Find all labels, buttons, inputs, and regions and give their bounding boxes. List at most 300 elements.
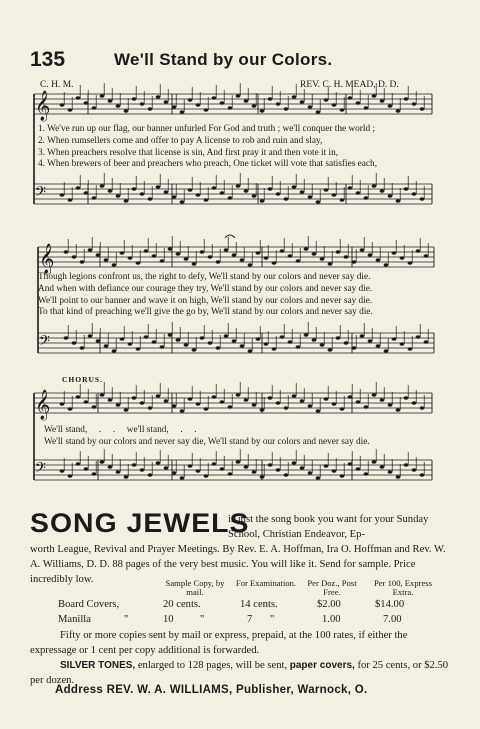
- note-head: [264, 342, 269, 346]
- bass-clef: 𝄢: [39, 333, 50, 353]
- note-head: [336, 250, 341, 254]
- note-head: [108, 99, 113, 103]
- ditto-mark: ": [270, 614, 275, 625]
- note-head: [140, 102, 145, 106]
- note-head: [400, 342, 405, 346]
- note-head: [316, 476, 321, 480]
- note-head: [356, 467, 361, 471]
- note-head: [380, 99, 385, 103]
- note-head: [132, 463, 137, 467]
- note-head: [212, 186, 217, 190]
- note-head: [84, 101, 89, 105]
- note-head: [164, 190, 169, 194]
- hymn-number: 135: [30, 48, 66, 71]
- note-head: [132, 187, 137, 191]
- fermata-mark: [225, 235, 235, 238]
- note-head: [340, 407, 345, 411]
- note-head: [300, 190, 305, 194]
- note-head: [244, 465, 249, 469]
- note-head: [412, 401, 417, 405]
- note-head: [108, 465, 113, 469]
- note-head: [420, 473, 425, 477]
- note-head: [80, 346, 85, 350]
- note-head: [288, 340, 293, 344]
- note-head: [72, 341, 77, 345]
- note-head: [368, 339, 373, 343]
- note-head: [404, 396, 409, 400]
- note-head: [228, 405, 233, 409]
- note-head: [104, 258, 109, 262]
- note-head: [148, 406, 153, 410]
- note-head: [316, 110, 321, 114]
- note-head: [84, 467, 89, 471]
- note-head: [312, 252, 317, 256]
- note-head: [208, 341, 213, 345]
- note-head: [92, 106, 97, 110]
- note-head: [196, 469, 201, 473]
- note-head: [72, 255, 77, 259]
- note-head: [260, 199, 265, 203]
- note-head: [276, 102, 281, 106]
- note-head: [340, 108, 345, 112]
- note-head: [312, 338, 317, 342]
- note-head: [164, 100, 169, 104]
- note-head: [276, 401, 281, 405]
- note-head: [332, 103, 337, 107]
- note-head: [380, 189, 385, 193]
- note-head: [204, 108, 209, 112]
- verse-line: And when with defiance our courage they try, We'll stand by our colors and never say die.: [38, 283, 373, 294]
- note-head: [364, 106, 369, 110]
- price-doz: $2.00: [317, 599, 341, 610]
- note-head: [196, 103, 201, 107]
- note-head: [308, 404, 313, 408]
- note-head: [116, 194, 121, 198]
- chorus-line: We'll stand, . . we'll stand, . .: [44, 425, 197, 435]
- verse-lines-part1: [38, 124, 377, 171]
- note-head: [220, 101, 225, 105]
- note-head: [392, 251, 397, 255]
- note-head: [236, 393, 241, 397]
- note-head: [264, 256, 269, 260]
- note-head: [388, 403, 393, 407]
- note-head: [416, 249, 421, 253]
- note-head: [188, 188, 193, 192]
- hymn-title: We'll Stand by our Colors.: [114, 50, 333, 69]
- note-head: [204, 407, 209, 411]
- price-doz: 1.00: [322, 614, 341, 625]
- note-head: [152, 254, 157, 258]
- note-head: [100, 184, 105, 188]
- note-head: [208, 255, 213, 259]
- note-head: [412, 102, 417, 106]
- note-head: [180, 110, 185, 114]
- note-head: [188, 98, 193, 102]
- note-head: [360, 248, 365, 252]
- note-head: [420, 406, 425, 410]
- note-head: [308, 195, 313, 199]
- ditto-mark: ": [124, 614, 129, 625]
- note-head: [244, 398, 249, 402]
- note-head: [160, 345, 165, 349]
- note-head: [420, 107, 425, 111]
- note-head: [252, 194, 257, 198]
- note-head: [372, 460, 377, 464]
- note-head: [268, 187, 273, 191]
- note-head: [76, 395, 81, 399]
- note-head: [356, 400, 361, 404]
- verse-line: 3. When preachers resolve that license is sin, And first pray it and then vote it in,: [38, 147, 339, 158]
- note-head: [60, 402, 65, 406]
- note-head: [348, 462, 353, 466]
- note-head: [88, 334, 93, 338]
- note-head: [324, 98, 329, 102]
- note-head: [268, 463, 273, 467]
- note-head: [64, 250, 69, 254]
- price-hundred: 7.00: [383, 614, 402, 625]
- author-credit: REV. C. H. MEAD, D. D.: [300, 80, 399, 90]
- note-head: [360, 334, 365, 338]
- note-head: [200, 336, 205, 340]
- note-head: [60, 103, 65, 107]
- note-head: [288, 254, 293, 258]
- silver-tones-label: SILVER TONES,: [60, 660, 136, 671]
- note-head: [308, 105, 313, 109]
- verse-lines-part2: [38, 272, 373, 319]
- note-head: [100, 393, 105, 397]
- note-head: [172, 105, 177, 109]
- note-head: [412, 192, 417, 196]
- note-head: [316, 200, 321, 204]
- note-head: [112, 349, 117, 353]
- ditto-mark: ": [200, 614, 205, 625]
- note-head: [236, 184, 241, 188]
- note-head: [184, 257, 189, 261]
- note-head: [172, 195, 177, 199]
- note-head: [212, 395, 217, 399]
- verse-line: To that kind of preaching we'll give the go by, We'll stand by our colors and never say die.: [38, 307, 373, 318]
- note-head: [380, 398, 385, 402]
- note-head: [380, 465, 385, 469]
- note-head: [204, 198, 209, 202]
- note-head: [224, 334, 229, 338]
- note-head: [128, 342, 133, 346]
- note-head: [168, 333, 173, 337]
- note-head: [192, 262, 197, 266]
- note-head: [348, 395, 353, 399]
- note-head: [280, 249, 285, 253]
- note-head: [236, 460, 241, 464]
- chorus-lyrics: [44, 425, 370, 448]
- note-head: [136, 261, 141, 265]
- note-head: [196, 193, 201, 197]
- note-head: [252, 104, 257, 108]
- note-head: [308, 471, 313, 475]
- silver-tones-text: enlarged to 128 pages, will be sent,: [135, 660, 290, 671]
- note-head: [284, 473, 289, 477]
- ad-intro-first: is just the song book you want for your Sunday School, Christian Endeavor, Ep-: [228, 514, 429, 541]
- price-hundred: $14.00: [375, 599, 405, 610]
- note-head: [128, 256, 133, 260]
- note-head: [92, 472, 97, 476]
- note-head: [120, 337, 125, 341]
- note-head: [372, 94, 377, 98]
- note-head: [180, 409, 185, 413]
- note-head: [260, 109, 265, 113]
- note-head: [148, 107, 153, 111]
- note-head: [108, 398, 113, 402]
- note-head: [300, 100, 305, 104]
- note-head: [364, 405, 369, 409]
- note-head: [140, 468, 145, 472]
- note-head: [340, 474, 345, 478]
- price-exam: 14 cents.: [240, 599, 278, 610]
- note-head: [244, 189, 249, 193]
- note-head: [320, 257, 325, 261]
- note-head: [220, 400, 225, 404]
- bass-clef: 𝄢: [35, 184, 46, 204]
- note-head: [100, 94, 105, 98]
- note-head: [424, 340, 429, 344]
- note-head: [272, 347, 277, 351]
- note-head: [316, 409, 321, 413]
- note-head: [188, 397, 193, 401]
- note-head: [204, 474, 209, 478]
- note-head: [404, 463, 409, 467]
- note-head: [132, 396, 137, 400]
- price-header-hundred: Per 100, Express Extra.: [374, 578, 432, 597]
- note-head: [292, 185, 297, 189]
- composer-credit: C. H. M.: [40, 80, 74, 90]
- note-head: [392, 337, 397, 341]
- note-head: [232, 339, 237, 343]
- note-head: [104, 344, 109, 348]
- note-head: [348, 186, 353, 190]
- note-head: [176, 338, 181, 342]
- verse-line: 2. When rumsellers come and offer to pay A license to rob and ruin and slay,: [38, 135, 323, 146]
- note-head: [92, 405, 97, 409]
- note-head: [220, 467, 225, 471]
- note-head: [112, 263, 117, 267]
- note-head: [324, 188, 329, 192]
- note-head: [120, 251, 125, 255]
- note-head: [376, 258, 381, 262]
- note-head: [84, 400, 89, 404]
- price-header-exam: For Examination.: [235, 578, 297, 588]
- note-head: [216, 260, 221, 264]
- note-head: [152, 340, 157, 344]
- note-head: [276, 192, 281, 196]
- note-head: [324, 397, 329, 401]
- note-head: [292, 461, 297, 465]
- verse-line: 4. When brewers of beer and preachers who preach, One ticket will vote that satisfies each,: [38, 159, 378, 170]
- note-head: [356, 101, 361, 105]
- note-head: [388, 104, 393, 108]
- note-head: [80, 260, 85, 264]
- note-head: [396, 199, 401, 203]
- note-head: [244, 99, 249, 103]
- note-head: [296, 345, 301, 349]
- note-head: [92, 196, 97, 200]
- note-head: [184, 343, 189, 347]
- brand-name: SONG JEWELS: [30, 508, 250, 538]
- note-head: [364, 472, 369, 476]
- note-head: [180, 476, 185, 480]
- bulk-order-note: Fifty or more copies sent by mail or express, prepaid, at the 100 rates, if either the expressage or 1 cent per copy additional is forwarded.: [30, 630, 408, 657]
- note-head: [344, 255, 349, 259]
- note-head: [168, 247, 173, 251]
- note-head: [68, 474, 73, 478]
- note-head: [172, 471, 177, 475]
- note-head: [276, 468, 281, 472]
- note-head: [384, 349, 389, 353]
- price-exam: 7: [247, 614, 253, 625]
- note-head: [376, 344, 381, 348]
- note-head: [300, 466, 305, 470]
- note-head: [328, 262, 333, 266]
- note-head: [108, 189, 113, 193]
- note-head: [348, 96, 353, 100]
- note-head: [60, 193, 65, 197]
- note-head: [248, 349, 253, 353]
- note-head: [260, 475, 265, 479]
- note-head: [188, 464, 193, 468]
- note-head: [140, 401, 145, 405]
- note-head: [224, 248, 229, 252]
- note-head: [408, 347, 413, 351]
- note-head: [372, 184, 377, 188]
- verse-line: Though legions confront us, the right to defy, We'll stand by our colors and never say die.: [38, 272, 371, 282]
- note-head: [256, 337, 261, 341]
- note-head: [396, 475, 401, 479]
- note-head: [76, 186, 81, 190]
- price-header-doz: Per Doz., Post Free.: [307, 578, 357, 597]
- note-head: [124, 408, 129, 412]
- note-head: [228, 196, 233, 200]
- note-head: [68, 198, 73, 202]
- note-head: [124, 475, 129, 479]
- note-head: [388, 194, 393, 198]
- note-head: [212, 462, 217, 466]
- note-head: [300, 399, 305, 403]
- note-head: [192, 348, 197, 352]
- note-head: [220, 191, 225, 195]
- note-head: [404, 97, 409, 101]
- note-head: [76, 462, 81, 466]
- price-sample: 10: [163, 614, 174, 625]
- note-head: [328, 348, 333, 352]
- note-head: [324, 464, 329, 468]
- note-head: [124, 109, 129, 113]
- note-head: [96, 339, 101, 343]
- note-head: [68, 108, 73, 112]
- note-head: [396, 408, 401, 412]
- note-head: [304, 333, 309, 337]
- price-sample: 20 cents.: [163, 599, 201, 610]
- note-head: [76, 96, 81, 100]
- note-head: [156, 394, 161, 398]
- note-head: [196, 402, 201, 406]
- note-head: [236, 94, 241, 98]
- treble-clef: 𝄞: [39, 244, 55, 274]
- note-head: [164, 399, 169, 403]
- silver-tones-price: for 25 cents, or $2.50 per dozen.: [30, 660, 449, 687]
- note-head: [368, 253, 373, 257]
- note-head: [332, 402, 337, 406]
- note-head: [228, 472, 233, 476]
- note-head: [284, 107, 289, 111]
- note-head: [172, 404, 177, 408]
- note-head: [388, 470, 393, 474]
- note-head: [332, 193, 337, 197]
- row-label: Manilla: [58, 614, 91, 625]
- note-head: [228, 106, 233, 110]
- note-head: [352, 260, 357, 264]
- note-head: [64, 336, 69, 340]
- note-head: [148, 197, 153, 201]
- note-head: [116, 104, 121, 108]
- note-head: [268, 97, 273, 101]
- note-head: [284, 406, 289, 410]
- note-head: [84, 191, 89, 195]
- note-head: [180, 200, 185, 204]
- note-head: [164, 466, 169, 470]
- note-head: [148, 473, 153, 477]
- note-head: [156, 185, 161, 189]
- note-head: [260, 408, 265, 412]
- note-head: [240, 344, 245, 348]
- verse-line: 1. We've run up our flag, our banner unfurled For God and truth ; we'll conquer the world ;: [38, 124, 376, 134]
- note-head: [400, 256, 405, 260]
- note-head: [116, 403, 121, 407]
- note-head: [424, 254, 429, 258]
- bass-clef: 𝄢: [35, 460, 46, 480]
- note-head: [292, 95, 297, 99]
- note-head: [96, 253, 101, 257]
- note-head: [144, 249, 149, 253]
- note-head: [416, 335, 421, 339]
- note-head: [124, 199, 129, 203]
- note-head: [216, 346, 221, 350]
- note-head: [384, 263, 389, 267]
- note-head: [280, 335, 285, 339]
- note-head: [116, 470, 121, 474]
- note-head: [272, 261, 277, 265]
- note-head: [140, 192, 145, 196]
- note-head: [284, 197, 289, 201]
- note-head: [296, 259, 301, 263]
- note-head: [248, 263, 253, 267]
- note-head: [404, 187, 409, 191]
- note-head: [156, 461, 161, 465]
- note-head: [408, 261, 413, 265]
- note-head: [136, 347, 141, 351]
- note-head: [356, 191, 361, 195]
- note-head: [60, 469, 65, 473]
- note-head: [268, 396, 273, 400]
- note-head: [320, 343, 325, 347]
- note-head: [200, 250, 205, 254]
- treble-clef: 𝄞: [35, 390, 51, 420]
- note-head: [252, 403, 257, 407]
- note-head: [132, 97, 137, 101]
- note-head: [176, 252, 181, 256]
- paper-covers-label: paper covers,: [289, 660, 355, 671]
- ad-intro-rest: worth League, Revival and Prayer Meetings. By Rev. E. A. Hoffman, Ira O. Hoffman and Rev. W. A. Williams, D. D. 88 pages of the very best music. You will like it. Send for sample. Price incredibly low.: [30, 544, 446, 586]
- note-head: [364, 196, 369, 200]
- treble-clef: 𝄞: [35, 91, 51, 121]
- note-head: [420, 197, 425, 201]
